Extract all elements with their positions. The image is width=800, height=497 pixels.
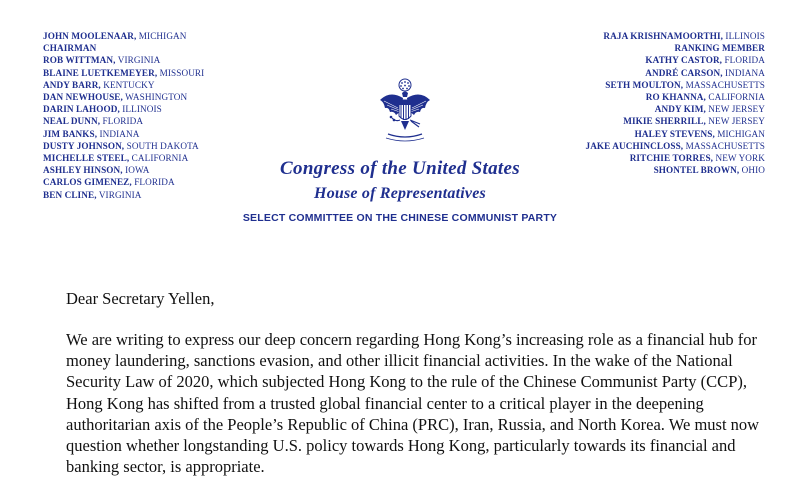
member-state: VIRGINIA [115,55,161,66]
member-entry [43,30,283,42]
body-line: money laundering, sanctions evasion, and other illicit financial activities. In the wake of the National [66,351,733,371]
house-title: House of Representatives [314,185,486,202]
member-state: CALIFORNIA [129,153,189,164]
body-line: banking sector, is appropriate. [66,457,265,477]
member-name: RANKING MEMBER [674,43,765,54]
member-entry [43,79,283,91]
right-member-list [505,30,765,176]
member-entry [505,91,765,103]
member-state: MASSACHUSETTS [683,79,765,90]
member-name: HALEY STEVENS, [634,128,715,139]
member-state: KENTUCKY [100,79,155,90]
member-entry [505,54,765,66]
member-name: ANDY KIM, [654,104,706,115]
body-line: authoritarian axis of the People’s Republic of China (PRC), Iran, Russia, and North Korea. We must now [66,414,760,434]
member-state: INDIANA [97,128,140,139]
great-seal-eagle-icon [376,78,434,144]
member-name: RO KHANNA, [645,92,706,103]
member-name: KATHY CASTOR, [645,55,723,66]
member-state: MICHIGAN [136,31,187,41]
member-state: FLORIDA [722,55,765,66]
body-line: question whether longstanding U.S. policy towards Hong Kong, particularly towards its financial and [66,436,736,456]
member-name: RITCHIE TORRES, [629,153,714,164]
member-state: NEW JERSEY [705,104,765,115]
member-name: RAJA KRISHNAMOORTHI, [603,31,724,41]
member-state: NEW YORK [713,153,765,164]
member-entry [505,140,765,152]
member-name: DARIN LAHOOD, [43,104,120,115]
member-state: MICHIGAN [714,128,765,139]
member-name: ANDY BARR, [43,79,101,90]
member-entry [505,79,765,91]
member-state: MISSOURI [157,67,205,78]
member-state: VIRGINIA [96,189,142,200]
body-paragraph [66,329,786,477]
member-state: NEW JERSEY [705,116,765,127]
member-entry [43,91,283,103]
member-state: IOWA [122,165,150,176]
member-name: NEAL DUNN, [43,116,101,127]
member-state: MASSACHUSETTS [683,140,765,151]
member-state: FLORIDA [100,116,144,127]
member-state: FLORIDA [131,177,175,188]
member-entry [43,140,283,152]
body-line: Hong Kong has shifted from a trusted global financial center to a critical player in the deepening [66,393,704,413]
member-name: MICHELLE STEEL, [43,153,130,164]
member-state: CALIFORNIA [705,92,765,103]
member-entry [43,128,283,140]
member-entry [43,115,283,127]
member-state: WASHINGTON [122,92,188,103]
member-name: JIM BANKS, [43,128,98,139]
member-name: CHAIRMAN [43,43,97,54]
member-entry [43,67,283,79]
member-name: SETH MOULTON, [605,79,684,90]
member-name: CARLOS GIMENEZ, [43,177,132,188]
member-entry [505,115,765,127]
body-line: Security Law of 2020, which subjected Hong Kong to the rule of the Chinese Communist Party (CCP), [66,372,747,392]
member-state: OHIO [739,165,765,176]
member-name: JOHN MOOLENAAR, [43,31,137,41]
member-name: ROB WITTMAN, [43,55,116,66]
congress-title: Congress of the United States [280,158,520,179]
member-state: ILLINOIS [723,31,765,41]
member-entry [505,103,765,115]
member-name: DUSTY JOHNSON, [43,140,125,151]
member-name: ASHLEY HINSON, [43,165,123,176]
member-name: DAN NEWHOUSE, [43,92,123,103]
member-name: BLAINE LUETKEMEYER, [43,67,158,78]
member-entry [505,128,765,140]
member-state: INDIANA [722,67,765,78]
member-name: JAKE AUCHINCLOSS, [585,140,684,151]
member-entry [505,42,765,54]
member-name: ANDRÉ CARSON, [645,67,723,78]
body-line: We are writing to express our deep concern regarding Hong Kong’s increasing role as a financial hub for [66,330,757,349]
salutation: Dear Secretary Yellen, [66,289,215,308]
member-name: BEN CLINE, [43,189,97,200]
committee-name: SELECT COMMITTEE ON THE CHINESE COMMUNIST PARTY [242,212,558,224]
member-entry [505,67,765,79]
member-name: SHONTEL BROWN, [653,165,740,176]
member-state: ILLINOIS [119,104,162,115]
member-entry [43,103,283,115]
member-entry [43,54,283,66]
member-name: MIKIE SHERRILL, [623,116,706,127]
member-entry [505,30,765,42]
member-state: SOUTH DAKOTA [124,140,199,151]
member-entry [43,42,283,54]
